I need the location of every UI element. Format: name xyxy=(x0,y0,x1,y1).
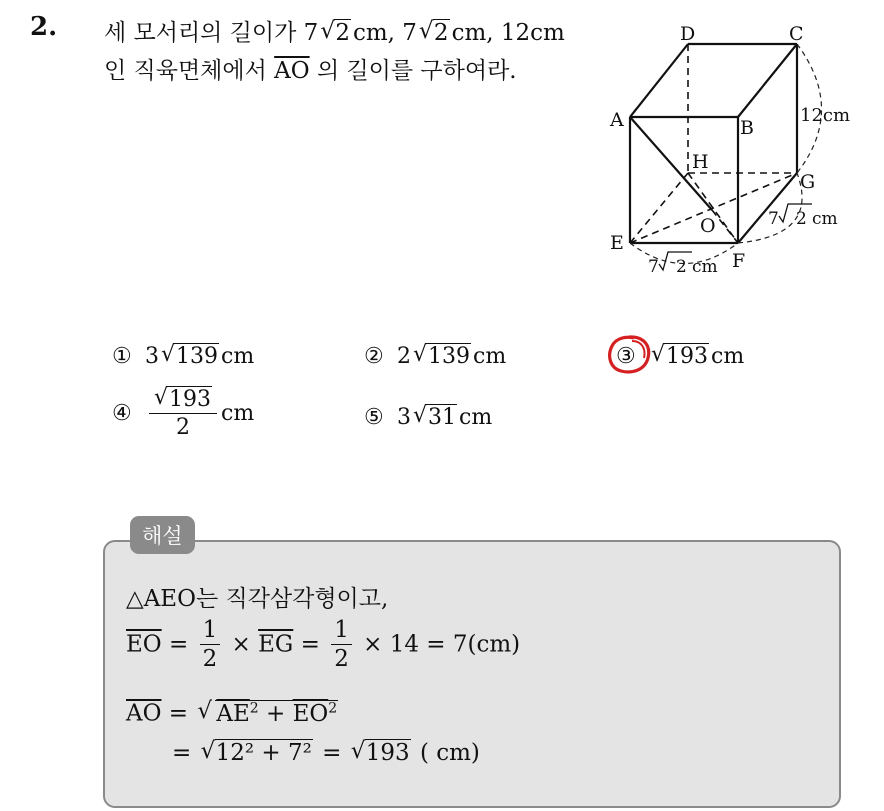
label-a: A xyxy=(610,109,624,131)
label-c: C xyxy=(789,23,804,45)
solution-line-3: $\overline{AO}$ = √ $\overline{AE}^2 + \overline{EO}^2$ xyxy=(126,700,340,727)
question-line-1: 세 모서리의 길이가 7 √ 2 cm, 7 √ 2 cm, 12cm xyxy=(104,14,565,47)
svg-text:cm: cm xyxy=(692,257,718,277)
question-line-2: 인 직육면체에서 $\overline{AO}$ 의 길이를 구하여라. xyxy=(104,58,517,84)
choice-5[interactable]: ⑤ 3 √ 31 cm xyxy=(364,405,492,430)
svg-text:2: 2 xyxy=(676,257,687,277)
label-b: B xyxy=(740,117,754,139)
svg-text:cm: cm xyxy=(812,209,838,229)
choice-3[interactable]: ③ √ 193 cm xyxy=(616,344,744,369)
label-fg-length xyxy=(768,204,838,229)
edge-bc xyxy=(738,44,797,117)
label-g: G xyxy=(800,171,816,193)
choice-2[interactable]: ② 2 √ 139 cm xyxy=(364,344,506,369)
label-12cm: 12cm xyxy=(800,105,851,126)
answer-mark-circle xyxy=(604,332,654,378)
label-h: H xyxy=(692,151,709,173)
svg-text:7: 7 xyxy=(648,257,659,277)
sqrt-2: √ 2 xyxy=(320,20,351,46)
solution-line-1: △AEO는 직각삼각형이고, xyxy=(126,586,389,612)
solution-line-2: $\overline{EO}$ = $\frac{1}{2}$ × $\overline{EG}$ = $\frac{1}{2}$ × 14 = 7(cm) xyxy=(126,617,521,673)
solution-line-4: = √ 12² + 7² = √ 193 ( cm) xyxy=(172,740,480,766)
sqrt-2: √ 2 xyxy=(419,20,450,46)
edge-fg xyxy=(738,173,797,243)
label-e: E xyxy=(610,232,624,254)
cuboid-figure xyxy=(600,20,860,282)
solution-tag: 해설 xyxy=(130,516,195,554)
edge-ad xyxy=(630,44,688,117)
svg-text:2: 2 xyxy=(796,209,807,229)
hidden-edge-eh xyxy=(630,173,688,243)
question-number: 2. xyxy=(30,12,58,42)
label-d: D xyxy=(680,23,696,45)
label-ef-length xyxy=(648,252,718,277)
label-o: O xyxy=(700,215,716,237)
choice-1[interactable]: ① 3 √ 139 cm xyxy=(112,344,254,369)
svg-text:7: 7 xyxy=(768,209,779,229)
segment-ao: $\overline{AO}$ xyxy=(274,58,310,84)
choice-4[interactable]: ④ √ $\frac{193}{2}$ cm xyxy=(112,388,254,440)
label-f: F xyxy=(732,250,746,272)
